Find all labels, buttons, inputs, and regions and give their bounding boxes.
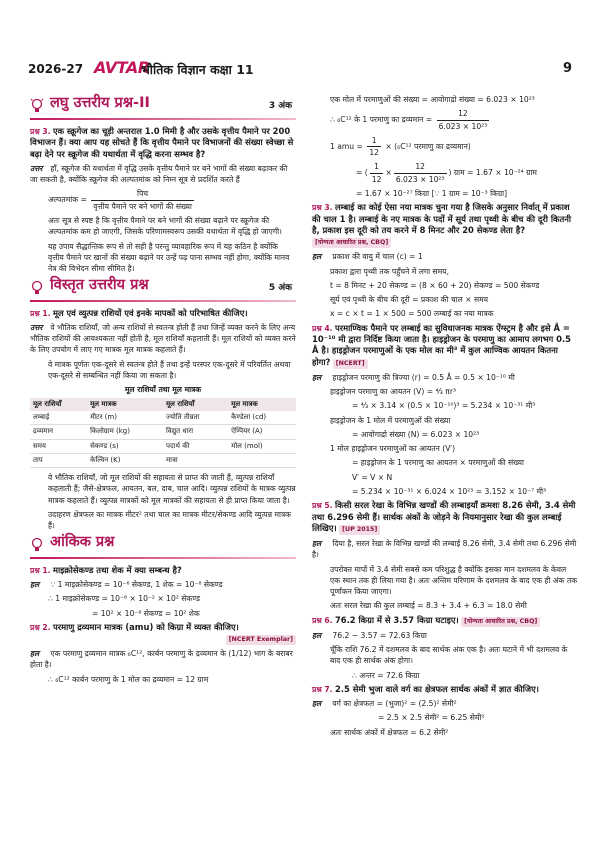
cell: पदार्थ की bbox=[163, 439, 228, 453]
bulb-icon bbox=[30, 537, 44, 554]
question-number: प्रश्न 3. bbox=[312, 203, 333, 213]
fraction bbox=[91, 188, 194, 212]
solution-4 bbox=[312, 372, 578, 383]
section-title: आंकिक प्रश्न bbox=[50, 533, 115, 550]
solution-5 bbox=[312, 538, 578, 561]
solution-label: हल bbox=[312, 538, 322, 548]
solution-line: उपरोक्त मापों में 3.4 सेमी सबसे कम परिशुद्ध है क्योंकि इसका मान दशमलव के केवल एक स्थान तक ही लिया गया है। अतः अन्तिम परिणाम के दशमलव के बाद एक ही अंक तक पूर्णांकन किया जाएगा। bbox=[330, 564, 578, 597]
answer-text: यह उपाय सैद्धान्तिक रूप से तो सही है परन्तु व्यावहारिक रूप में यह कठिन है क्योंकि वृत्तीय पैमाने पर खानों की संख्या बढ़ाने पर उन्हें पढ़ पाना सम्भव नहीं होगा, क्योंकि मानव नेत्र की विभेदन सीमा सीमित है। bbox=[48, 241, 290, 274]
question-text: एक स्क्रूगेज का चूड़ी अन्तराल 1.0 मिमी है और उसके वृत्तीय पैमाने पर 200 विभाजन हैं। क्या आप यह सोचते हैं कि वृत्तीय पैमाने पर विभाजनों की संख्या स्वेच्छा से बढ़ा देने पर स्क्रूगेज की यथार्थता में वृद्धि करना सम्भव है? bbox=[30, 126, 294, 159]
solution-line: अतः सार्थक अंकों में क्षेत्रफल = 6.2 सेमी² bbox=[330, 727, 449, 737]
solution-label: हल bbox=[312, 630, 322, 640]
cell: ताप bbox=[30, 453, 87, 467]
table-row bbox=[30, 411, 296, 425]
formula-right: × (₆C¹² परमाणु का द्रव्यमान) bbox=[385, 141, 471, 151]
section-title: विस्तृत उत्तरीय प्रश्न bbox=[50, 276, 149, 293]
question-number: प्रश्न 3. bbox=[30, 127, 51, 136]
question-1 bbox=[30, 308, 296, 319]
solution-line: चूँकि राशि 76.2 में दशमलव के बाद सार्थक अंक एक है। अतः घटाने में भी दशमलव के बाद एक ही सार्थक अंक होगा। bbox=[330, 644, 568, 666]
source-tag: [UP 2015] bbox=[339, 525, 380, 535]
formula-left: 1 amu = bbox=[330, 141, 363, 151]
section-title: लघु उत्तरीय प्रश्न-II bbox=[50, 95, 150, 111]
numerator: पिच bbox=[91, 188, 194, 200]
brand-logo: AVTAR bbox=[94, 58, 150, 77]
cell: ज्योति तीव्रता bbox=[163, 411, 228, 425]
numerator: 1 bbox=[367, 135, 381, 147]
section-short-answer bbox=[30, 96, 296, 120]
denominator: 12 bbox=[369, 148, 379, 158]
numerator: 12 bbox=[437, 108, 490, 120]
right-column bbox=[312, 94, 578, 741]
question-text: 2.5 सेमी भुजा वाले वर्ग का क्षेत्रफल सार्थक अंकों में ज्ञात कीजिए। bbox=[334, 683, 539, 694]
fraction bbox=[370, 161, 384, 185]
section-divider bbox=[30, 557, 296, 559]
section-divider bbox=[30, 118, 296, 120]
cell: कैण्डेला (cd) bbox=[228, 411, 296, 425]
answer-text: उदाहरण क्षेत्रफल का मात्रक मीटर² तथा चाल का मात्रक मीटर/सेकण्ड आदि व्युत्पन्न मात्रक हैं। bbox=[48, 510, 292, 531]
question-text: किसी सरल रेखा के विभिन्न खण्डों की लम्बाइयाँ क्रमशः 8.26 सेमी, 3.4 सेमी तथा 6.296 सेमी हैं। सार्थक अंकों के जोड़ने के नियमानुसार रेखा की कुल लम्बाई लिखिए। bbox=[312, 500, 576, 533]
question-number: प्रश्न 1. bbox=[30, 565, 51, 575]
answer-text: वे भौतिक राशियाँ, जो अन्य राशियों से स्वतन्त्र होती हैं तथा जिन्हें व्यक्त करने के लिए अन्य भौतिक राशियों की आवश्यकता नहीं होती है, मूल राशियाँ कहलाती हैं। मूल राशियों को व्यक्त करने के लिए उपयोग में लाए गए मात्रक मूल मात्रक कहलाते हैं। bbox=[30, 322, 296, 355]
solution-7 bbox=[312, 698, 578, 709]
source-tag: [NCERT Exemplar] bbox=[226, 635, 296, 645]
answer-text: अतः सूत्र से स्पष्ट है कि वृत्तीय पैमाने पर बने भागों की संख्या बढ़ाने पर स्क्रूगेज की अल्पतमांक कम हो जाएगी, जिसके परिणामस्वरूप उसकी यथार्थता में वृद्धि हो जाएगी। bbox=[48, 216, 282, 237]
section-marks: 5 अंक bbox=[268, 282, 292, 293]
solution-line: प्रकाश द्वारा पृथ्वी तक पहुँचने में लगा समय, bbox=[330, 266, 449, 276]
formula-left: ∴ ₆C¹² के 1 परमाणु का द्रव्यमान = bbox=[330, 115, 433, 125]
solution-label: हल bbox=[312, 372, 322, 382]
question-number: प्रश्न 6. bbox=[312, 615, 333, 625]
source-tag: [NCERT] bbox=[333, 359, 368, 369]
question-number: प्रश्न 4. bbox=[312, 323, 333, 333]
table-header: मूल राशियाँ bbox=[30, 398, 87, 411]
section-divider bbox=[30, 300, 296, 302]
answer-text: वे मात्रक पूर्णतः एक-दूसरे से स्वतन्त्र होते हैं तथा इन्हें परस्पर एक-दूसरे में परिवर्तित अथवा एक-दूसरे से सम्बन्धित नहीं किया जा सकता है। bbox=[48, 359, 291, 381]
cell: मीटर (m) bbox=[87, 411, 163, 425]
solution-line: = आवोगाद्रो संख्या (N) = 6.023 × 10²³ bbox=[352, 429, 480, 439]
numerical-3 bbox=[312, 202, 578, 248]
question-number: प्रश्न 5. bbox=[312, 501, 333, 511]
question-text: परमाणु द्रव्यमान मात्रक (amu) को किग्रा में व्यक्त कीजिए। bbox=[52, 621, 239, 632]
cell: लम्बाई bbox=[30, 411, 87, 425]
solution-line: = ( $\frac{1}{12}$ × $\frac{12}{\text{6.023 × 10²³}}$ ) ग्राम = 1.67 × 10⁻²⁴ ग्राम bbox=[356, 162, 537, 184]
fraction bbox=[394, 161, 447, 185]
cell: केल्विन (K) bbox=[87, 453, 163, 467]
solution-label: हल bbox=[312, 252, 322, 262]
bulb-icon bbox=[30, 280, 44, 297]
solution-line: ∴ ₆C¹² कार्बन परमाणु के 1 मोल का द्रव्यमान = 12 ग्राम bbox=[48, 674, 209, 684]
table-row bbox=[30, 453, 296, 467]
solution-line: = 2.5 × 2.5 सेमी² = 6.25 सेमी² bbox=[378, 713, 485, 723]
cell: मोल (mol) bbox=[228, 439, 296, 453]
solution-line: दिया है, सरल रेखा के विभिन्न खण्डों की लम्बाई 8.26 सेमी, 3.4 सेमी तथा 6.296 सेमी है। bbox=[312, 538, 577, 560]
numerator: 1 bbox=[370, 161, 384, 173]
solution-line: अतः सरल रेखा की कुल लम्बाई = 8.3 + 3.4 + 6.3 = 18.0 सेमी bbox=[330, 601, 527, 611]
fraction bbox=[367, 135, 381, 159]
units-table bbox=[30, 398, 296, 468]
solution-1 bbox=[30, 579, 296, 590]
solution-3 bbox=[312, 251, 578, 262]
answer-label: उत्तर bbox=[30, 322, 43, 332]
question-3 bbox=[30, 126, 296, 160]
formula-left: अल्पतमांक = bbox=[48, 195, 87, 205]
cell: द्रव्यमान bbox=[30, 425, 87, 439]
solution-line: 76.2 − 3.57 = 72.63 किग्रा bbox=[332, 630, 427, 640]
table-row bbox=[30, 439, 296, 453]
formula-least-count bbox=[30, 188, 296, 212]
formula-left: = bbox=[356, 168, 363, 178]
denominator: वृत्तीय पैमाने पर बने भागों की संख्या bbox=[93, 201, 192, 211]
solution-line: हाइड्रोजन परमाणु की त्रिज्या (r) = 0.5 Å = 0.5 × 10⁻¹⁰ मी bbox=[332, 372, 515, 382]
solution-line: x = c × t = 1 × 500 = 500 लम्बाई का नया मात्रक bbox=[330, 309, 494, 319]
denominator: 6.023 × 10²³ bbox=[395, 174, 445, 184]
formula-right: ग्राम = 1.67 × 10⁻²⁴ ग्राम bbox=[453, 168, 537, 178]
solution-label: हल bbox=[312, 699, 322, 709]
cell: मात्रा bbox=[163, 453, 228, 467]
source-tag: [योग्यता आधारित प्रश्न, CBQ] bbox=[461, 617, 540, 627]
question-text: परमाण्विक पैमाने पर लम्बाई का सुविधाजनक मात्रक ऐंग्स्ट्रम है और इसे Å = 10⁻¹⁰ मी द्वारा निर्दिष्ट किया जाता है। हाइड्रोजन के परमाणु का आमाप लगभग 0.5 Å है। हाइड्रोजन परमाणुओं के एक मोल का मी³ में कुल आण्विक आयतन कितना होगा? bbox=[312, 322, 571, 367]
solution-line: = 1.67 × 10⁻²⁷ किग्रा [∵ 1 ग्राम = 10⁻³ किग्रा] bbox=[356, 189, 508, 199]
answer-1 bbox=[30, 322, 296, 356]
answer-3 bbox=[30, 163, 296, 186]
solution-6 bbox=[312, 630, 578, 641]
solution-line: = हाइड्रोजन के 1 परमाणु का आयतन × परमाणुओं की संख्या bbox=[352, 458, 524, 468]
section-numerical bbox=[30, 535, 296, 559]
question-number: प्रश्न 2. bbox=[30, 622, 51, 632]
cell: किलोग्राम (kg) bbox=[87, 425, 163, 439]
solution-line: एक मोल में परमाणुओं की संख्या = आवोगाद्रो संख्या = 6.023 × 10²³ bbox=[330, 95, 535, 104]
left-column bbox=[30, 94, 296, 688]
solution-line: ∴ 1 माइक्रोसेकण्ड = 10⁻⁶ × 10⁻² × 10² सेकण्ड bbox=[48, 594, 200, 604]
numerical-6 bbox=[312, 615, 578, 627]
denominator: 6.023 × 10²³ bbox=[438, 121, 488, 131]
numerical-7 bbox=[312, 684, 578, 695]
table-title: मूल राशियाँ तथा मूल मात्रक bbox=[124, 385, 202, 395]
cell: सेकण्ड (s) bbox=[87, 439, 163, 453]
answer-label: उत्तर bbox=[30, 163, 43, 173]
denominator: 12 bbox=[371, 174, 382, 184]
fraction bbox=[437, 108, 490, 132]
solution-line: हाइड्रोजन परमाणु का आयतन (V) = ⁴⁄₃ πr³ bbox=[330, 386, 457, 396]
subject-title: भौतिक विज्ञान कक्षा 11 bbox=[141, 62, 254, 77]
numerical-4 bbox=[312, 323, 578, 369]
page-header bbox=[28, 58, 572, 80]
question-text: माइक्रोसेकण्ड तथा शेक में क्या सम्बन्ध है? bbox=[52, 564, 182, 575]
table-header: मूल राशियाँ bbox=[163, 398, 228, 411]
solution-label: हल bbox=[30, 579, 40, 589]
table-row bbox=[30, 425, 296, 439]
source-tag: [योग्यता आधारित प्रश्न, CBQ] bbox=[312, 238, 391, 248]
page-number: 9 bbox=[562, 61, 572, 76]
cell bbox=[228, 453, 296, 467]
table-header: मूल मात्रक bbox=[87, 398, 163, 411]
solution-line bbox=[312, 135, 578, 159]
cell: विद्युत धारा bbox=[163, 425, 228, 439]
table-header: मूल मात्रक bbox=[228, 398, 296, 411]
cell: ऐम्पियर (A) bbox=[228, 425, 296, 439]
solution-2 bbox=[30, 648, 296, 671]
solution-line: = 5.234 × 10⁻³¹ × 6.024 × 10²³ = 3.152 × 10⁻⁷ मी³ bbox=[352, 487, 547, 497]
solution-line bbox=[312, 108, 578, 132]
solution-line: ∵ 1 माइक्रोसेकण्ड = 10⁻⁶ सेकण्ड, 1 शेक = 10⁻⁸ सेकण्ड bbox=[50, 579, 223, 589]
solution-line: हाइड्रोजन के 1 मोल में परमाणुओं की संख्या bbox=[330, 415, 451, 425]
solution-line: ∴ अन्तर = 72.6 किग्रा bbox=[352, 670, 420, 680]
question-number: प्रश्न 7. bbox=[312, 684, 333, 694]
solution-line: = ⁴⁄₃ × 3.14 × (0.5 × 10⁻¹⁰)³ = 5.234 × 10⁻³¹ मी³ bbox=[352, 401, 536, 411]
numerical-1 bbox=[30, 565, 296, 576]
question-number: प्रश्न 1. bbox=[30, 308, 51, 318]
solution-line: सूर्य एवं पृथ्वी के बीच की दूरी = प्रकाश की चाल × समय bbox=[330, 295, 489, 305]
solution-line: V′ = V × N bbox=[352, 472, 393, 482]
solution-line: वर्ग का क्षेत्रफल = (भुजा)² = (2.5)² सेमी² bbox=[332, 699, 457, 709]
answer-text: हाँ, स्क्रूगेज की यथार्थता में वृद्धि उसके वृत्तीय पैमाने पर बने भागों की संख्या बढ़ाकर की जा सकती है, क्योंकि स्क्रूगेज की अल्पतमांक को निम्न सूत्र से प्रदर्शित करते हैं bbox=[30, 163, 288, 185]
cell: समय bbox=[30, 439, 87, 453]
numerator: 12 bbox=[394, 161, 447, 173]
solution-line: t = 8 मिनट + 20 सेकण्ड = (8 × 60 + 20) सेकण्ड = 500 सेकण्ड bbox=[330, 280, 540, 290]
bulb-icon bbox=[30, 98, 44, 115]
question-text: 76.2 किग्रा में से 3.57 किग्रा घटाइए। bbox=[334, 614, 459, 625]
solution-line: एक परमाणु द्रव्यमान मात्रक ₆C¹², कार्बन परमाणु के द्रव्यमान के (1/12) भाग के बराबर होता है। bbox=[30, 649, 293, 670]
solution-label: हल bbox=[30, 649, 40, 659]
solution-line: प्रकाश की वायु में चाल (c) = 1 bbox=[332, 252, 423, 262]
answer-text: वे भौतिक राशियाँ, जो मूल राशियों की सहायता से प्राप्त की जाती हैं, व्युत्पन्न राशियाँ कहलाती हैं; जैसे-क्षेत्रफल, आयतन, बल, दाब, चाल आदि। व्युत्पन्न राशियों के मात्रक व्युत्पन्न मात्रक कहलाते हैं। व्युत्पन्न मात्रकों को मूल मात्रकों की सहायता से ही प्राप्त किया जाता है। bbox=[48, 473, 296, 505]
numerical-2 bbox=[30, 622, 296, 645]
section-marks: 3 अंक bbox=[268, 101, 292, 111]
section-long-answer bbox=[30, 278, 296, 302]
question-text: मूल एवं व्युत्पन्न राशियों एवं इनके मापकों को परिभाषित कीजिए। bbox=[52, 307, 248, 318]
solution-line: = 10² × 10⁻⁸ सेकण्ड = 10² शेक bbox=[92, 608, 200, 618]
edition-year: 2026-27 bbox=[28, 62, 84, 76]
solution-line: 1 मोल हाइड्रोजन परमाणुओं का आयतन (V′) bbox=[330, 444, 456, 454]
question-text: लम्बाई का कोई ऐसा नया मात्रक चुना गया है जिसके अनुसार निर्वात् में प्रकाश की चाल 1 है। लम्बाई के नए मात्रक के पदों में सूर्य तथा पृथ्वी के बीच की दूरी कितनी है, प्रकाश इस दूरी को तय करने में 8 मिनट और 20 सेकण्ड लेता है? bbox=[312, 202, 572, 235]
numerical-5 bbox=[312, 500, 578, 535]
